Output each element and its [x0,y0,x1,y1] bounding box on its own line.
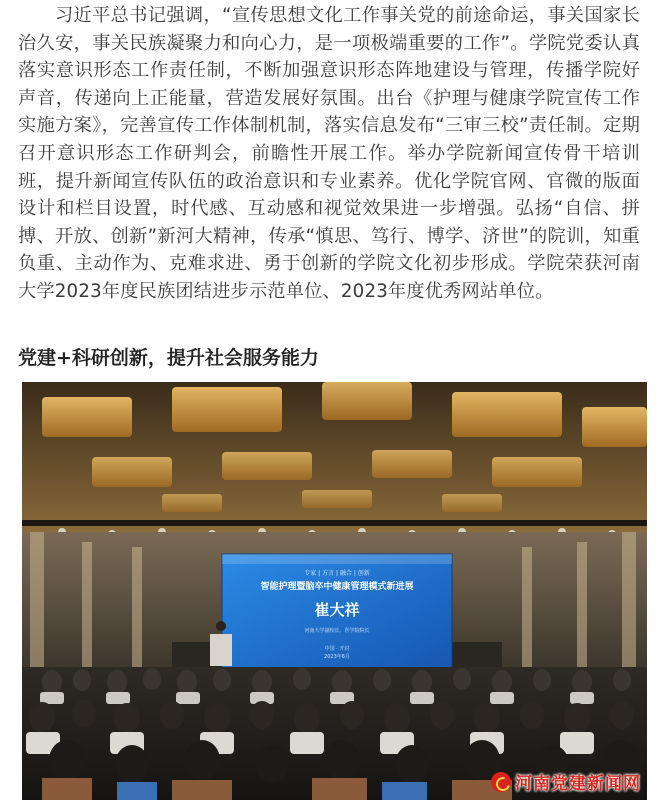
conference-photo [22,382,647,800]
watermark-text: 河南党建新闻网 [515,774,641,794]
screen-top-line: 专家 | 方言 | 融合 | 创新 [304,570,370,577]
screen-title: 智能护理暨脑卒中健康管理模式新进展 [260,582,414,592]
section-heading: 党建+科研创新，提升社会服务能力 [18,347,319,369]
presentation-screen [222,554,452,672]
conference-photo-illustration [22,382,647,800]
screen-footer-place: 中国 · 开封 [324,646,350,652]
watermark [491,769,641,794]
screen-speaker: 崔大祥 [314,601,360,619]
party-emblem-icon [491,772,511,792]
screen-footer-date: 2023年6月 [324,654,350,660]
article-paragraph: 习近平总书记强调，“宣传思想文化工作事关党的前途命运，事关国家长治久安，事关民族凝聚力和向心力，是一项极端重要的工作”。学院党委认真落实意识形态工作责任制，不断加强意识形态阵地建设与管理，传播学院好声音，传递向上正能量，营造发展好氛围。出台《护理与健康学院宣传工作实施方案》，完善宣传工作体制机制，落实信息发布“三审三校”责任制。定期召开意识形态工作研判会，前瞻性开展工作。举办学院新闻宣传骨干培训班，提升新闻宣传队伍的政治意识和专业素养。优化学院官网、官微的版面设计和栏目设置，时代感、互动感和视觉效果进一步增强。弘扬“自信、拼搏、开放、创新”新河大精神，传承“慎思、笃行、博学、济世”的院训，知重负重、主动作为、克难求进、勇于创新的学院文化初步形成。学院荣获河南大学2023年度民族团结进步示范单位、2023年度优秀网站单位。 [18,5,640,302]
screen-affiliation: 河南大学副校长、医学院院长 [304,628,370,634]
